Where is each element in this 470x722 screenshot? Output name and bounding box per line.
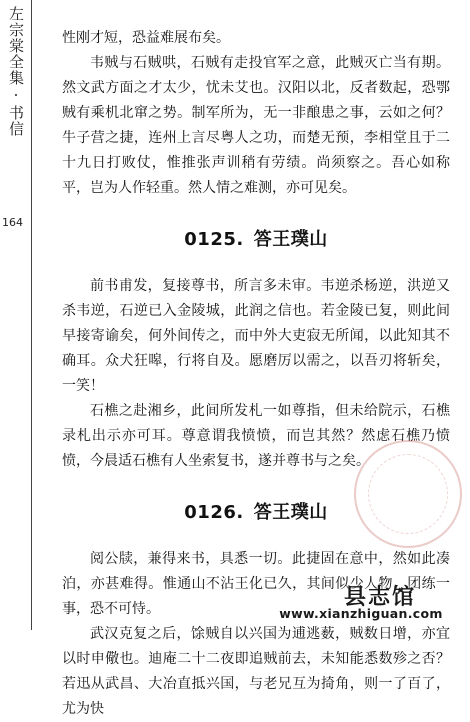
watermark-url: www.xianzhiguan.com xyxy=(279,606,443,621)
letter-number: 0126. xyxy=(184,502,244,523)
letter-paragraph: 前书甫发，复接尊书，所言多未审。韦逆杀杨逆，洪逆又杀韦逆，石逆已入金陵城，此润之信也。若金陵已复，则此间早接寄谕矣，何外间传之，而中外大吏寂无所闻，以此知其不确耳。众犬狂嗥，行将自及。愿磨厉以需之，以吾刃将斩矣，一笑！ xyxy=(62,278,450,394)
letter-heading xyxy=(62,227,450,252)
letter-paragraph: 阅公牍，兼得来书，具悉一切。此捷固在意中，然如此凑泊，亦甚难得。惟通山不沾王化已久，其间似少人物，团练一事，恐不可恃。 xyxy=(62,551,450,617)
sidebar-divider xyxy=(31,0,32,630)
page-number: 164 xyxy=(2,216,23,229)
intro-paragraph: 韦贼与石贼哄，石贼有走投官军之意，此贼灭亡当有期。然文武方面之才太少，忧未艾也。汉阳以北，反者数起，恐鄂贼有乘机北窜之势。制军所为，无一非酿患之事，云如之何？牛子营之捷，连州上言尽粤人之功，而楚无预，李相堂且于二十九日打败仗，惟推张声训稍有劳绩。尚须察之。吾心如称平，岂为人作轻重。然人情之难测，亦可见矣。 xyxy=(62,55,450,196)
letter-paragraph: 武汉克复之后，馀贼自以兴国为逋逃薮，贼数日增，亦宜以时申儆也。迪庵二十二夜即追贼前去，未知能悉数殄之否？若迅从武昌、大冶直抵兴国，与老兄互为掎角，则一了百了，尤为快 xyxy=(62,626,450,717)
series-title: 左宗棠全集·书信 xyxy=(7,6,25,137)
intro-paragraph: 性刚才短，恐益难展布矣。 xyxy=(62,30,230,46)
page-sidebar xyxy=(0,0,48,630)
letter-title: 答王璞山 xyxy=(253,502,328,523)
letter-heading xyxy=(62,500,450,525)
letter-number: 0125. xyxy=(184,229,244,250)
letter-paragraph: 石樵之赴湘乡，此间所发札一如尊指，但未给院示，石樵录札出示亦可耳。尊意谓我愤愤，而岂其然？然虑石樵乃愤愤，今晨适石樵有人坐索复书，遂并尊书与之矣。 xyxy=(62,403,450,469)
watermark-logo: 县志馆 xyxy=(343,585,416,610)
letter-title: 答王璞山 xyxy=(253,229,328,250)
